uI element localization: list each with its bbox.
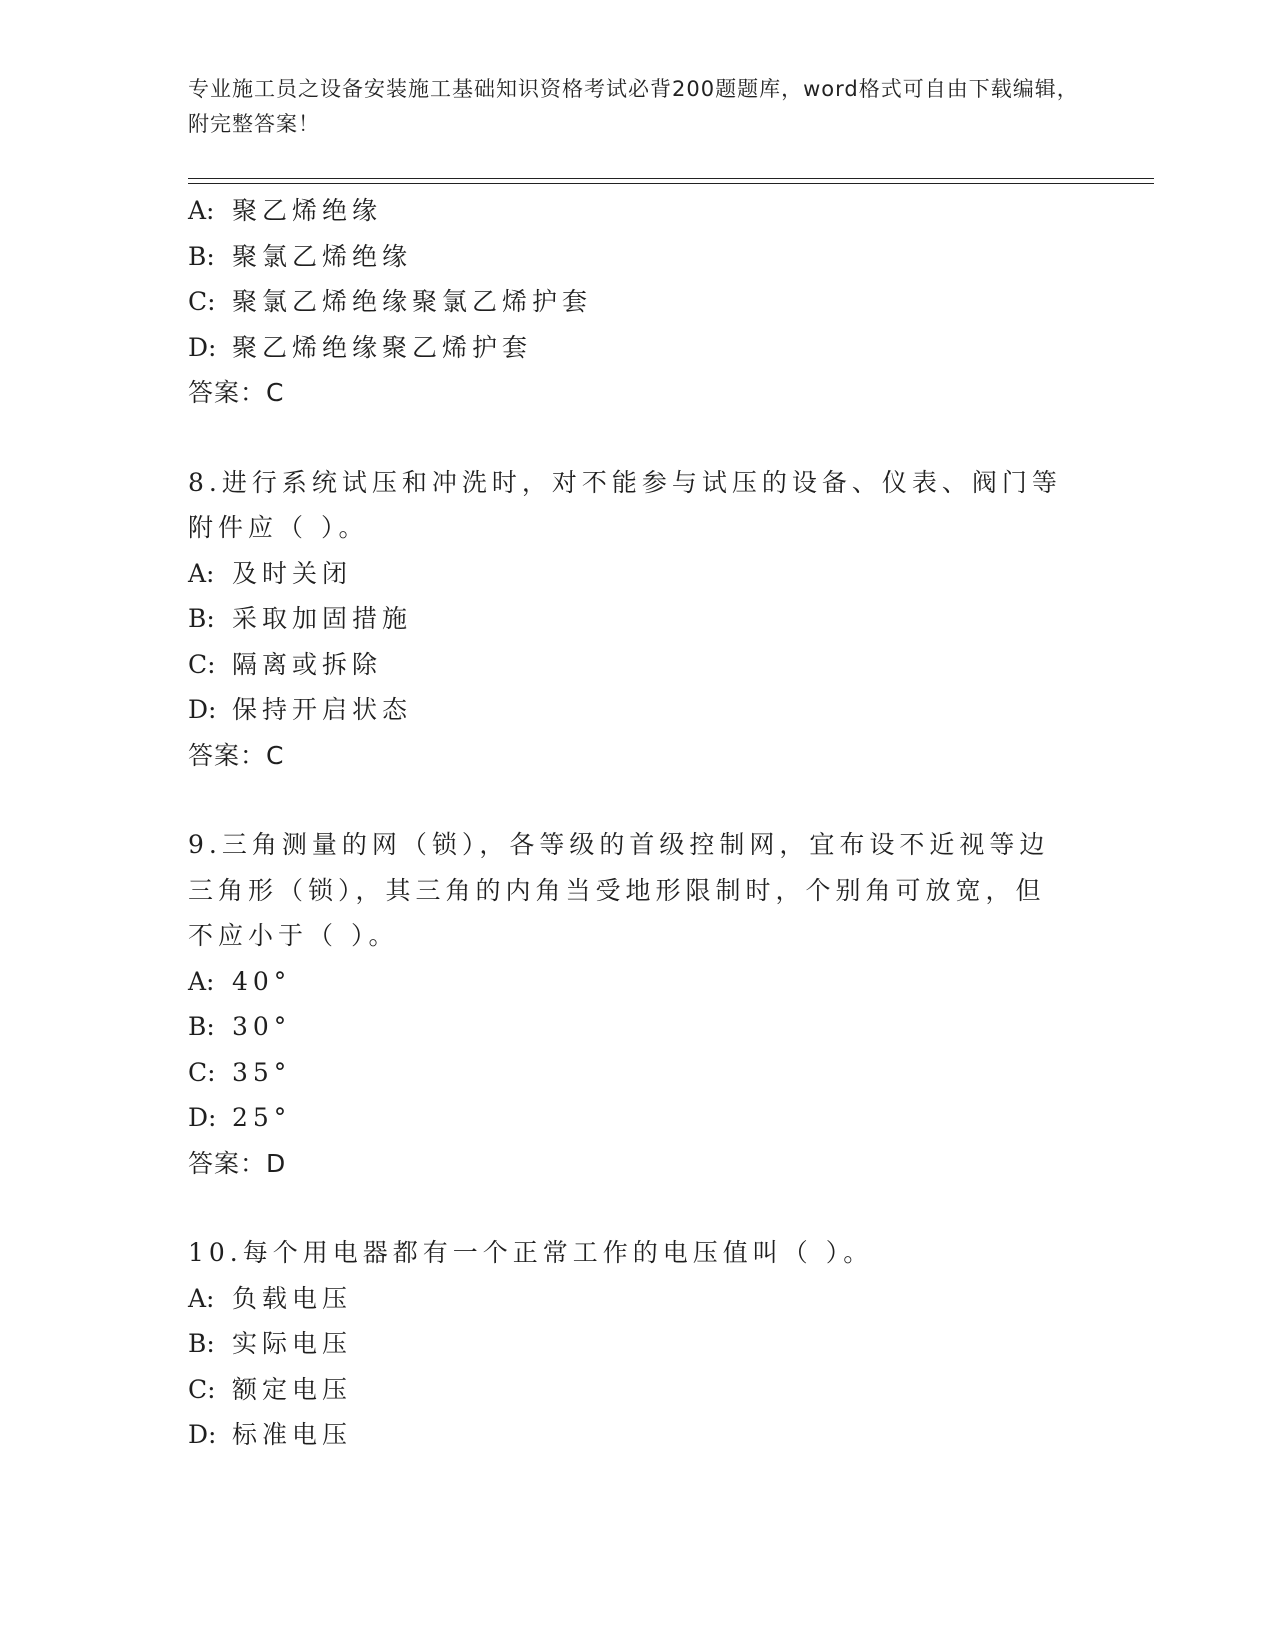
option-letter: C: bbox=[188, 649, 216, 679]
option-b bbox=[188, 1321, 1068, 1367]
option-a bbox=[188, 551, 1068, 597]
option-text: 实际电压 bbox=[232, 1329, 353, 1358]
option-letter: A: bbox=[188, 558, 215, 588]
option-letter: A: bbox=[188, 196, 215, 225]
option-a bbox=[188, 188, 1068, 234]
option-text: 标准电压 bbox=[232, 1420, 353, 1449]
option-text: 40° bbox=[232, 966, 292, 996]
answer-line: 答案：C bbox=[188, 378, 285, 407]
option-c bbox=[188, 1367, 1068, 1413]
option-text: 聚乙烯绝缘 bbox=[232, 196, 383, 225]
prev-question bbox=[188, 188, 1068, 416]
option-letter: C: bbox=[188, 1057, 216, 1087]
option-a bbox=[188, 1276, 1068, 1322]
header-rule-top bbox=[188, 178, 1154, 179]
option-text: 负载电压 bbox=[232, 1283, 353, 1313]
option-d bbox=[188, 687, 1068, 733]
option-letter: B: bbox=[188, 1012, 215, 1041]
option-letter: B: bbox=[188, 241, 215, 271]
option-c bbox=[188, 279, 1068, 325]
option-b bbox=[188, 234, 1068, 280]
option-letter: C: bbox=[188, 287, 216, 316]
option-letter: A: bbox=[188, 966, 215, 996]
question-9 bbox=[188, 822, 1068, 1186]
option-d bbox=[188, 325, 1068, 371]
option-text: 聚氯乙烯绝缘 bbox=[232, 241, 413, 271]
option-text: 30° bbox=[232, 1012, 292, 1041]
option-text: 采取加固措施 bbox=[232, 604, 413, 633]
option-text: 保持开启状态 bbox=[232, 695, 413, 724]
question-text: 8.进行系统试压和冲洗时，对不能参与试压的设备、仪表、阀门等附件应（ ）。 bbox=[188, 467, 1062, 542]
answer-line: 答案：D bbox=[188, 1148, 287, 1178]
option-a bbox=[188, 959, 1068, 1005]
option-d bbox=[188, 1412, 1068, 1458]
option-d bbox=[188, 1095, 1068, 1141]
option-text: 及时关闭 bbox=[232, 558, 353, 588]
option-letter: A: bbox=[188, 1283, 215, 1313]
option-letter: D: bbox=[188, 1103, 217, 1132]
option-letter: C: bbox=[188, 1374, 216, 1404]
option-letter: D: bbox=[188, 1420, 217, 1449]
question-text: 9.三角测量的网（锁），各等级的首级控制网，宜布设不近视等边三角形（锁），其三角的内角当受地形限制时，个别角可放宽，但不应小于（ ）。 bbox=[188, 830, 1050, 950]
option-letter: B: bbox=[188, 604, 215, 633]
option-b bbox=[188, 596, 1068, 642]
option-text: 隔离或拆除 bbox=[232, 649, 383, 679]
option-text: 聚氯乙烯绝缘聚氯乙烯护套 bbox=[232, 287, 593, 316]
question-8 bbox=[188, 460, 1068, 779]
option-letter: D: bbox=[188, 332, 217, 362]
option-text: 25° bbox=[232, 1103, 292, 1132]
question-10 bbox=[188, 1230, 1068, 1458]
question-content bbox=[188, 188, 1068, 1458]
option-c bbox=[188, 1050, 1068, 1096]
option-text: 额定电压 bbox=[232, 1374, 353, 1404]
document-header: 专业施工员之设备安装施工基础知识资格考试必背200题题库，word格式可自由下载编辑，附完整答案！ bbox=[188, 77, 1079, 136]
option-letter: B: bbox=[188, 1329, 215, 1358]
answer-line: 答案：C bbox=[188, 740, 285, 770]
option-text: 聚乙烯绝缘聚乙烯护套 bbox=[232, 332, 533, 362]
option-b bbox=[188, 1004, 1068, 1050]
option-c bbox=[188, 642, 1068, 688]
header-rule-bottom bbox=[188, 183, 1154, 184]
option-letter: D: bbox=[188, 695, 217, 724]
question-text: 10.每个用电器都有一个正常工作的电压值叫（ ）。 bbox=[188, 1238, 874, 1267]
option-text: 35° bbox=[232, 1057, 292, 1087]
